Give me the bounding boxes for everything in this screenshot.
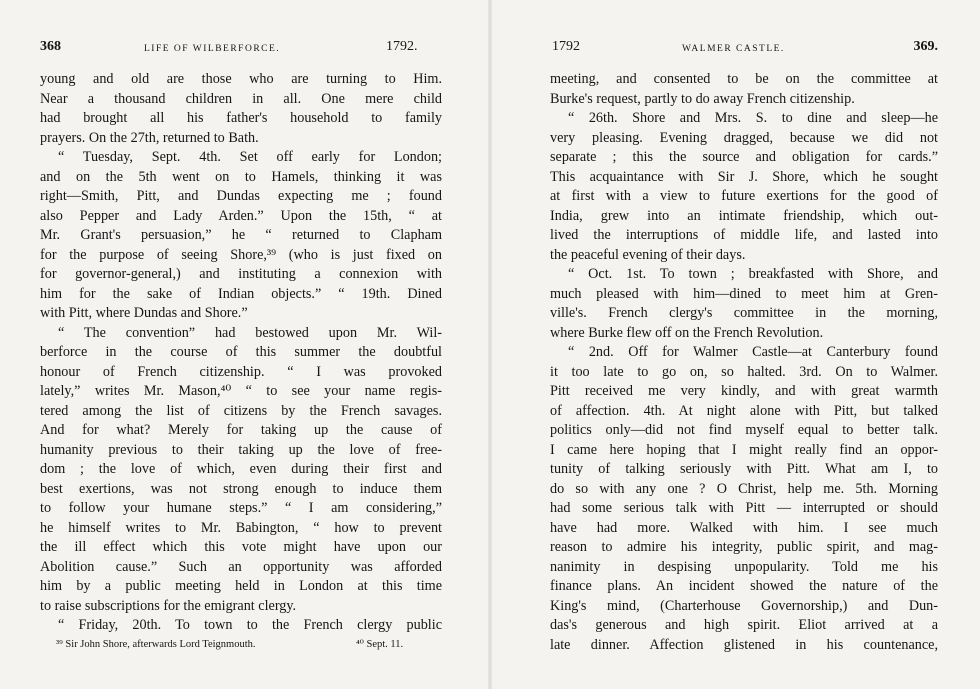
text-line: dom ; the love of which, even during their first and xyxy=(40,461,442,477)
left-page-header xyxy=(40,38,442,56)
running-head: LIFE OF WILBERFORCE. xyxy=(144,44,281,54)
text-line: Burke's request, partly to do away French citizenship. xyxy=(550,90,855,107)
text-line: to follow your humane steps.” “ I am considering,” xyxy=(40,500,442,516)
text-line: Mr. Grant's persuasion,” he “ returned to Clapham xyxy=(40,227,442,243)
text-line: and on the 5th went on to Hamels, thinking it was xyxy=(40,168,442,185)
text-line: “ Tuesday, Sept. 4th. Set off early for London; xyxy=(58,149,442,165)
right-page xyxy=(550,0,938,689)
text-line: of affection. 4th. At night alone with Pitt, but talked xyxy=(550,402,938,419)
text-line: late dinner. Affection glistened in his countenance, xyxy=(550,636,938,653)
text-line: das's generous and high spirit. Eliot arrived at a xyxy=(550,617,938,633)
text-line: reason to admire his integrity, public spirit, and mag- xyxy=(550,539,938,555)
text-line: the peaceful evening of their days. xyxy=(550,246,746,263)
text-line: India, grew into an intimate friendship, which out- xyxy=(550,207,938,224)
text-line: King's mind, (Charterhouse Governorship,) and Dun- xyxy=(550,597,938,614)
text-line: have had more. Walked with him. I see much xyxy=(550,519,938,536)
footnotes xyxy=(56,638,434,652)
footnote: ³⁹ Sir John Shore, afterwards Lord Teignmouth. xyxy=(56,639,256,650)
text-line: very pleasing. Evening dragged, because we did not xyxy=(550,129,938,146)
text-line: to raise subscriptions for the emigrant clergy. xyxy=(40,597,297,614)
text-line: best exertions, was not strong enough to induce them xyxy=(40,480,442,497)
text-line: “ 2nd. Off for Walmer Castle—at Canterbury found xyxy=(568,344,938,360)
text-line: meeting, and consented to be on the committee at xyxy=(550,71,938,87)
right-page-header xyxy=(550,38,938,56)
header-year: 1792 xyxy=(552,39,580,54)
text-line: Near a thousand children in all. One mere child xyxy=(40,90,442,107)
text-line: him for the sake of Indian objects.” “ 19th. Dined xyxy=(40,285,442,302)
text-line: young and old are those who are turning to Him. xyxy=(40,71,442,87)
text-line: at first with a view to future exertions for the good of xyxy=(550,188,938,204)
footnote: ⁴⁰ Sept. 11. xyxy=(356,639,404,650)
text-line: prayers. On the 27th, returned to Bath. xyxy=(40,129,259,146)
text-line: had some serious talk with Pitt — interrupted or should xyxy=(550,500,938,516)
text-line: had brought all his father's household to family xyxy=(40,110,442,126)
text-line: separate ; this the source and obligation for cards.” xyxy=(550,149,938,165)
text-line: him by a public meeting held in London at this time xyxy=(40,578,442,594)
text-line: tered among the list of citizens by the French savages. xyxy=(40,402,442,419)
text-line: ville's. French clergy's committee in the morning, xyxy=(550,305,938,321)
text-line: “ 26th. Shore and Mrs. S. to dine and sleep—he xyxy=(568,110,938,126)
text-line: where Burke flew off on the French Revolution. xyxy=(550,324,824,341)
text-line: the ill effect which this vote might have upon our xyxy=(40,539,442,555)
book-gutter xyxy=(488,0,492,689)
text-line: finance plans. An incident showed the nature of the xyxy=(550,578,938,594)
text-line: tunity of talking seriously with Pitt. What am I, to xyxy=(550,461,938,477)
left-page-body xyxy=(40,70,442,636)
right-page-body xyxy=(550,70,938,655)
text-line: it too late to go on, so halted. 3rd. On to Walmer. xyxy=(550,363,938,380)
text-line: for governor-general,) and instituting a connexion with xyxy=(40,266,442,282)
text-line: he himself writes to Mr. Babington, “ how to prevent xyxy=(40,519,442,536)
text-line: much pleased with him—dined to meet him at Gren- xyxy=(550,285,938,302)
header-year: 1792. xyxy=(386,39,418,54)
text-line: humanity previous to their taking up the love of free- xyxy=(40,441,442,458)
text-line: This acquaintance with Sir J. Shore, which he sought xyxy=(550,168,938,185)
text-line: “ Oct. 1st. To town ; breakfasted with Shore, and xyxy=(568,266,938,282)
text-line: for the purpose of seeing Shore,³⁹ (who is just fixed on xyxy=(40,246,442,263)
text-line: with Pitt, where Dundas and Shore.” xyxy=(40,305,248,321)
text-line: lately,” writes Mr. Mason,⁴⁰ “ to see your name regis- xyxy=(40,383,442,399)
text-line: berforce in the course of this summer the doubtful xyxy=(40,344,442,360)
text-line: also Pepper and Lady Arden.” Upon the 15th, “ at xyxy=(40,207,442,224)
left-page xyxy=(40,0,442,689)
text-line: I came here hoping that I might really find an oppor- xyxy=(550,441,938,458)
text-line: honour of French citizenship. “ I was provoked xyxy=(40,363,442,380)
text-line: do so with any one ? O Christ, help me. 5th. Morning xyxy=(550,480,938,497)
text-line: right—Smith, Pitt, and Dundas expecting me ; found xyxy=(40,188,442,204)
text-line: And for what? Merely for taking up the cause of xyxy=(40,422,442,438)
text-line: “ Friday, 20th. To town to the French clergy public xyxy=(58,617,442,633)
text-line: “ The convention” had bestowed upon Mr. Wil- xyxy=(58,324,442,341)
running-head: WALMER CASTLE. xyxy=(682,44,785,54)
text-line: Abolition cause.” Such an opportunity was afforded xyxy=(40,558,442,575)
page-number: 368 xyxy=(40,39,61,54)
text-line: politics only—did not find myself equal to better talk. xyxy=(550,422,938,438)
text-line: lived the interruptions of middle life, and lasted into xyxy=(550,227,938,243)
page-number: 369. xyxy=(913,39,938,54)
text-line: Pitt received me very kindly, and with great warmth xyxy=(550,383,938,399)
text-line: nanimity in despising unpopularity. Told me his xyxy=(550,558,938,575)
